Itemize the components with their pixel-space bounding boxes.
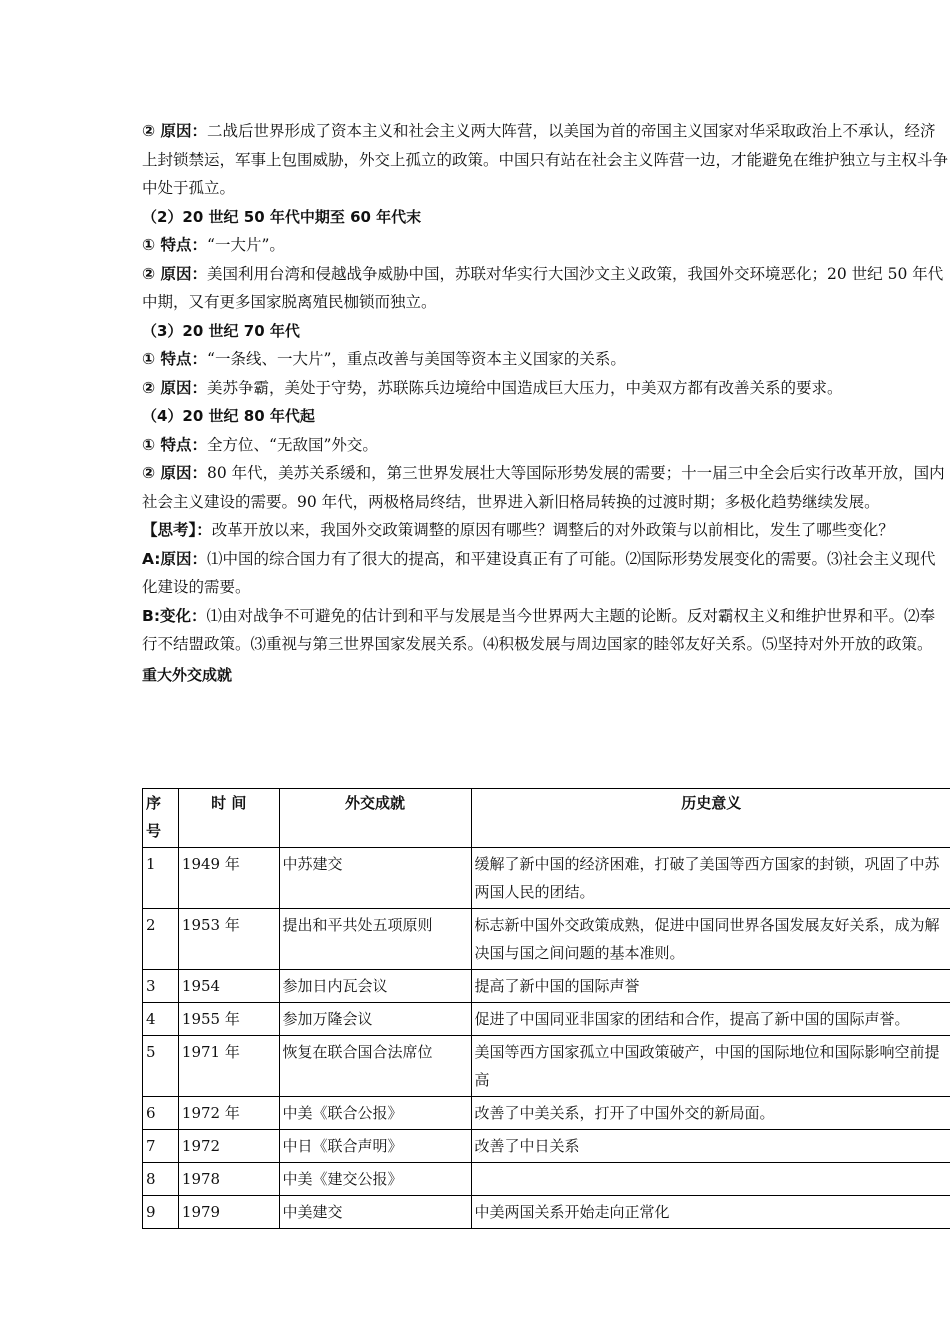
table-row	[143, 1003, 950, 1036]
table-row	[143, 909, 950, 970]
table-row	[143, 848, 950, 909]
table-row	[143, 1163, 950, 1196]
paragraph-text: 80 年代，美苏关系缓和，第三世界发展壮大等国际形势发展的需要；十一届三中全会后实行改革开放，国内社会主义建设的需要。90 年代，两极格局终结，世界进入新旧格局转换的过渡时期；多极化趋势继续发展。	[142, 464, 945, 511]
row-time: 1972	[178, 1130, 279, 1163]
paragraph-text: “一条线、一大片”，重点改善与美国等资本主义国家的关系。	[207, 350, 626, 368]
paragraph-label: ② 原因：	[142, 264, 208, 283]
paragraph-label: ① 特点：	[142, 350, 208, 368]
row-achievement: 中日《联合声明》	[279, 1130, 471, 1163]
header-achievement: 外交成就	[279, 789, 471, 848]
paragraph	[142, 260, 950, 317]
paragraph-label: ② 原因：	[142, 464, 208, 482]
table-row	[143, 1097, 950, 1130]
paragraph	[142, 117, 950, 203]
paragraph-text: 美苏争霸，美处于守势，苏联陈兵边境给中国造成巨大压力，中美双方都有改善关系的要求。	[207, 378, 843, 397]
paragraph-text: ⑴由对战争不可避免的估计到和平与发展是当今世界两大主题的论断。反对霸权主义和维护世界和平。⑵奉行不结盟政策。⑶重视与第三世界国家发展关系。⑷积极发展与周边国家的睦邻友好关系。⑸坚持对外开放的政策。	[142, 606, 936, 653]
table-row	[143, 1036, 950, 1097]
table-row	[143, 970, 950, 1003]
paragraph-text: 改革开放以来，我国外交政策调整的原因有哪些？调整后的对外政策与以前相比，发生了哪些变化？	[211, 521, 894, 539]
row-number: 2	[143, 909, 179, 970]
row-time: 1972 年	[178, 1097, 279, 1130]
header-significance: 历史意义	[471, 789, 950, 848]
row-number: 8	[143, 1163, 179, 1196]
paragraph	[142, 374, 950, 403]
table-header-row	[143, 789, 950, 848]
section-heading: （4）20 世纪 80 年代起	[142, 407, 315, 425]
row-significance: 提高了新中国的国际声誉	[471, 970, 950, 1003]
paragraph	[142, 516, 950, 545]
paragraph-text: 美国利用台湾和侵越战争威胁中国，苏联对华实行大国沙文主义政策，我国外交环境恶化；20 世纪 50 年代中期，又有更多国家脱离殖民枷锁而独立。	[142, 264, 944, 311]
row-number: 3	[143, 970, 179, 1003]
paragraph	[142, 345, 950, 374]
table-body	[143, 848, 950, 1229]
diplomatic-achievements-table	[142, 788, 950, 1229]
table-row	[143, 1196, 950, 1229]
row-achievement: 中苏建交	[279, 848, 471, 909]
row-time: 1953 年	[178, 909, 279, 970]
row-achievement: 参加万隆会议	[279, 1003, 471, 1036]
row-time: 1949 年	[178, 848, 279, 909]
row-number: 9	[143, 1196, 179, 1229]
paragraph-label: 【思考】：	[142, 521, 212, 539]
header-number: 序号	[143, 789, 179, 848]
paragraph	[142, 431, 950, 460]
paragraph	[142, 602, 950, 659]
row-significance	[471, 1163, 950, 1196]
paragraph-label: ② 原因：	[142, 378, 208, 397]
paragraph	[142, 231, 950, 260]
paragraph-text: 全方位、“无敌国”外交。	[207, 435, 378, 454]
row-achievement: 提出和平共处五项原则	[279, 909, 471, 970]
table-title: 重大外交成就	[142, 665, 233, 684]
row-significance: 促进了中国同亚非国家的团结和合作，提高了新中国的国际声誉。	[471, 1003, 950, 1036]
row-achievement: 中美《建交公报》	[279, 1163, 471, 1196]
row-achievement: 恢复在联合国合法席位	[279, 1036, 471, 1097]
row-time: 1971 年	[178, 1036, 279, 1097]
row-significance: 中美两国关系开始走向正常化	[471, 1196, 950, 1229]
paragraph	[142, 545, 950, 602]
row-number: 7	[143, 1130, 179, 1163]
header-time: 时 间	[178, 789, 279, 848]
document-body	[142, 117, 950, 689]
table-row	[143, 1130, 950, 1163]
row-significance: 改善了中日关系	[471, 1130, 950, 1163]
section-heading: （3）20 世纪 70 年代	[142, 321, 300, 340]
paragraph-label: ② 原因：	[142, 122, 208, 140]
row-significance: 标志新中国外交政策成熟，促进中国同世界各国发展友好关系，成为解决国与国之间问题的基本准则。	[471, 909, 950, 970]
row-time: 1955 年	[178, 1003, 279, 1036]
row-number: 4	[143, 1003, 179, 1036]
row-number: 5	[143, 1036, 179, 1097]
paragraph-label: A:原因：	[142, 549, 207, 568]
row-significance: 美国等西方国家孤立中国政策破产，中国的国际地位和国际影响空前提高	[471, 1036, 950, 1097]
row-achievement: 中美《联合公报》	[279, 1097, 471, 1130]
row-number: 6	[143, 1097, 179, 1130]
paragraph-text: 二战后世界形成了资本主义和社会主义两大阵营，以美国为首的帝国主义国家对华采取政治上不承认，经济上封锁禁运，军事上包围威胁，外交上孤立的政策。中国只有站在社会主义阵营一边，才能避免在维护独立与主权斗争中处于孤立。	[142, 122, 949, 197]
paragraph-text: “一大片”。	[207, 236, 285, 254]
paragraph-label: B:变化：	[142, 606, 207, 625]
row-achievement: 中美建交	[279, 1196, 471, 1229]
row-time: 1979	[178, 1196, 279, 1229]
paragraph-label: ① 特点：	[142, 236, 208, 254]
row-significance: 缓解了新中国的经济困难，打破了美国等西方国家的封锁，巩固了中苏两国人民的团结。	[471, 848, 950, 909]
paragraph-label: ① 特点：	[142, 435, 208, 454]
row-time: 1978	[178, 1163, 279, 1196]
row-time: 1954	[178, 970, 279, 1003]
section-heading: （2）20 世纪 50 年代中期至 60 年代末	[142, 207, 422, 226]
paragraph	[142, 459, 950, 516]
row-achievement: 参加日内瓦会议	[279, 970, 471, 1003]
row-number: 1	[143, 848, 179, 909]
row-significance: 改善了中美关系，打开了中国外交的新局面。	[471, 1097, 950, 1130]
paragraph-text: ⑴中国的综合国力有了很大的提高，和平建设真正有了可能。⑵国际形势发展变化的需要。⑶社会主义现代化建设的需要。	[142, 549, 936, 596]
